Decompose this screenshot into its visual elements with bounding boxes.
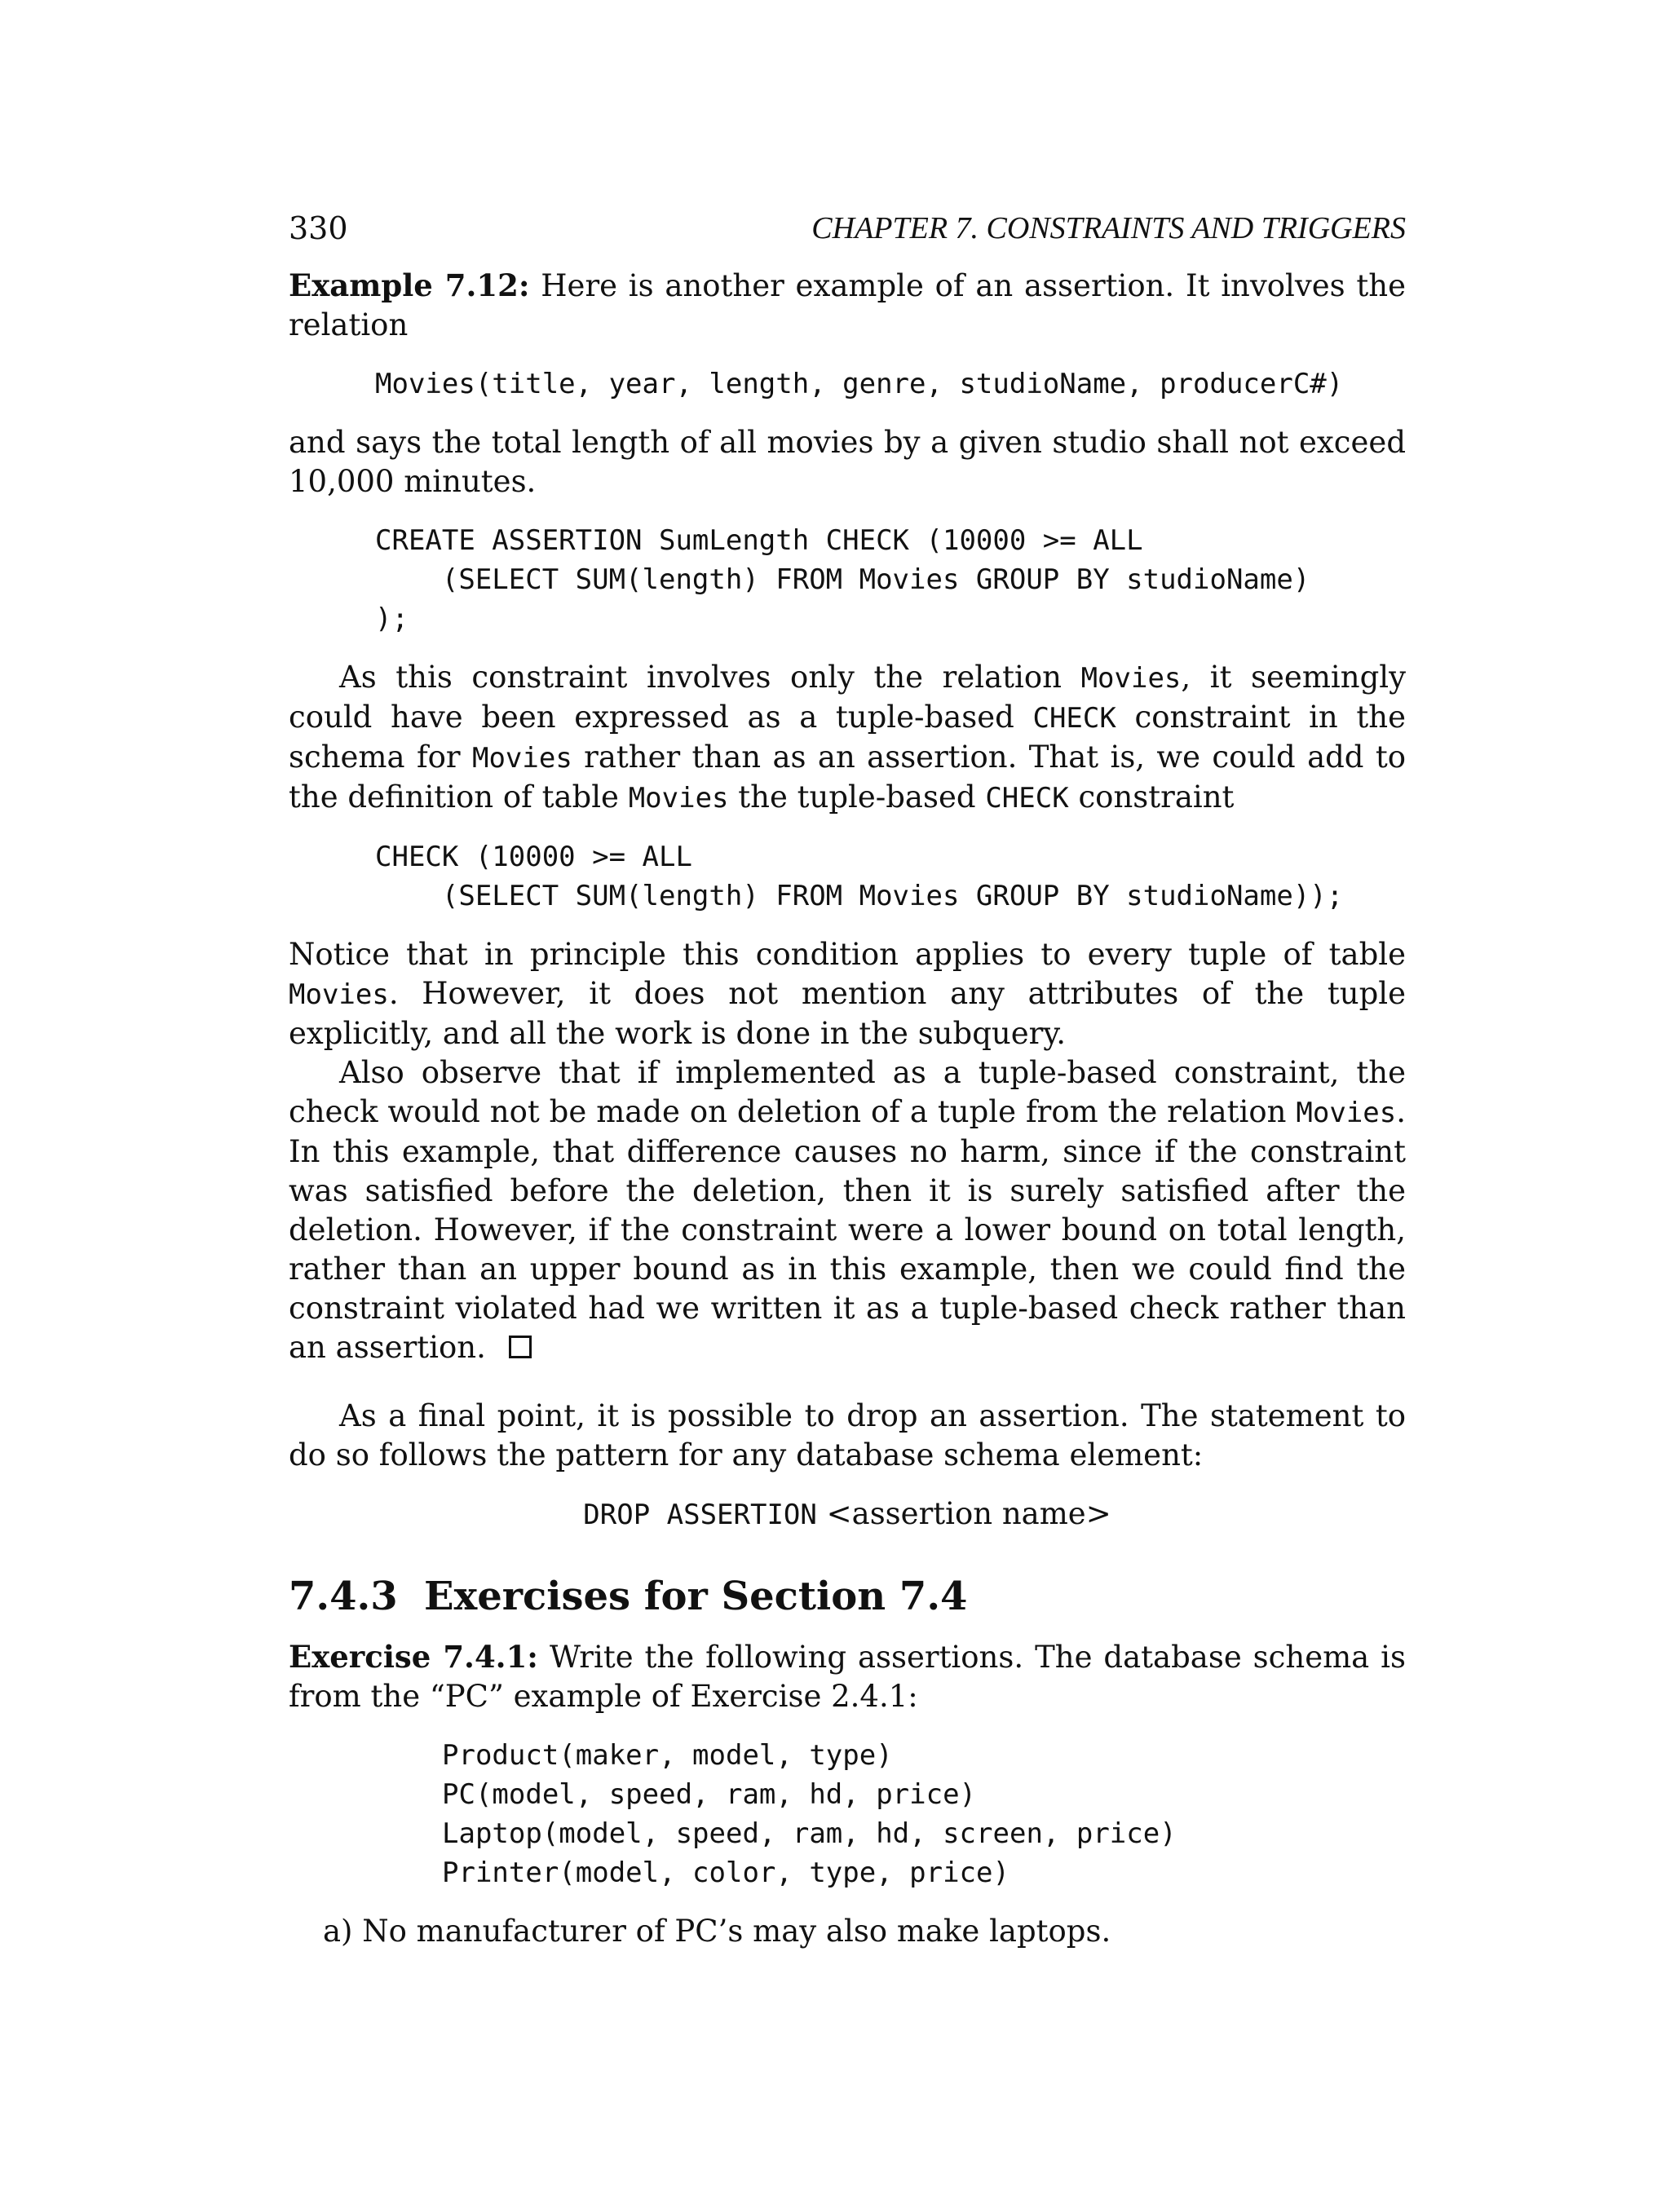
exercise-intro bbox=[289, 1637, 1406, 1716]
exercise-item-a: a) No manufacturer of PC’s may also make laptops. bbox=[323, 1914, 1111, 1949]
text-run: . In this example, that difference causes no harm, since if the constraint was satisfied before the deletion, then it is surely satisfied after the deletion. However, if the constraint were a lower bound on total length, rather than an upper bound as in this example, then we could find the constraint violated had we written it as a tuple-based check rather than an assertion. bbox=[289, 1094, 1406, 1365]
text-run: constraint in the schema for bbox=[289, 700, 1406, 775]
code-line: ); bbox=[375, 603, 409, 635]
page-header bbox=[289, 210, 1406, 256]
text-run: rather than as an assertion. That is, we could add to the definition of table bbox=[289, 740, 1406, 815]
assertion-code-block bbox=[375, 521, 1406, 638]
movies-schema: Movies(title, year, length, genre, studioName, producerC#) bbox=[375, 368, 1344, 400]
paragraph-observe bbox=[289, 1053, 1406, 1367]
text-run: Also observe that if implemented as a tuple-based constraint, the check would not be made on deletion of a tuple from the relation bbox=[289, 1055, 1406, 1129]
code-run: Movies bbox=[471, 742, 572, 775]
pc-schema-block bbox=[442, 1736, 1406, 1892]
schema-line: Printer(model, color, type, price) bbox=[442, 1857, 1010, 1889]
code-run: Movies bbox=[1080, 662, 1182, 695]
code-run: Movies bbox=[628, 782, 729, 815]
code-run: Movies bbox=[289, 978, 389, 1011]
code-run: DROP ASSERTION bbox=[583, 1499, 817, 1531]
code-line: (SELECT SUM(length) FROM Movies GROUP BY studioName)); bbox=[375, 880, 1344, 912]
schema-line: Product(maker, model, type) bbox=[442, 1739, 893, 1772]
text-run: Notice that in principle this condition applies to every tuple of table bbox=[289, 937, 1406, 972]
page-number: 330 bbox=[289, 210, 348, 246]
text-run: the tuple-based bbox=[728, 779, 986, 815]
paragraph-final-point: As a final point, it is possible to drop an assertion. The statement to do so follows the pattern for any database schema element: bbox=[289, 1398, 1406, 1472]
code-run: CHECK bbox=[1032, 702, 1116, 735]
example-description: and says the total length of all movies by a given studio shall not exceed 10,000 minutes. bbox=[289, 425, 1406, 499]
text-run: . However, it does not mention any attributes of the tuple explicitly, and all the work is done in the subquery. bbox=[289, 976, 1406, 1051]
code-run: CHECK bbox=[985, 782, 1069, 815]
exercise-text: Write the following assertions. The database schema is from the “PC” example of Exercise 2.4.1: bbox=[289, 1640, 1407, 1714]
text-run: , it seemingly could have been expressed as a tuple-based bbox=[289, 660, 1407, 735]
paragraph-notice bbox=[289, 935, 1406, 1053]
text-run: As this constraint involves only the relation bbox=[339, 660, 1081, 695]
section-heading bbox=[289, 1572, 1406, 1621]
drop-assertion-statement bbox=[289, 1495, 1406, 1534]
page bbox=[289, 210, 1406, 1951]
running-head: CHAPTER 7. CONSTRAINTS AND TRIGGERS bbox=[811, 211, 1406, 245]
end-of-example-icon bbox=[509, 1336, 532, 1358]
code-line: CREATE ASSERTION SumLength CHECK (10000 >= ALL bbox=[375, 524, 1143, 557]
section-number: 7.4.3 bbox=[289, 1574, 398, 1619]
text-run: <assertion name> bbox=[816, 1496, 1111, 1531]
exercise-label: Exercise 7.4.1: bbox=[289, 1639, 538, 1675]
example-label: Example 7.12: bbox=[289, 267, 530, 303]
schema-line: PC(model, speed, ram, hd, price) bbox=[442, 1778, 977, 1811]
example-intro bbox=[289, 266, 1406, 345]
code-line: CHECK (10000 >= ALL bbox=[375, 841, 692, 873]
text-run: constraint bbox=[1068, 779, 1235, 815]
section-title: Exercises for Section 7.4 bbox=[424, 1574, 968, 1619]
example-intro-text: Here is another example of an assertion. It involves the relation bbox=[289, 268, 1407, 342]
paragraph-tuple-check bbox=[289, 658, 1406, 818]
code-line: (SELECT SUM(length) FROM Movies GROUP BY studioName) bbox=[375, 563, 1310, 596]
code-run: Movies bbox=[1296, 1097, 1397, 1129]
schema-line: Laptop(model, speed, ram, hd, screen, price) bbox=[442, 1817, 1177, 1850]
check-code-block bbox=[375, 837, 1406, 916]
